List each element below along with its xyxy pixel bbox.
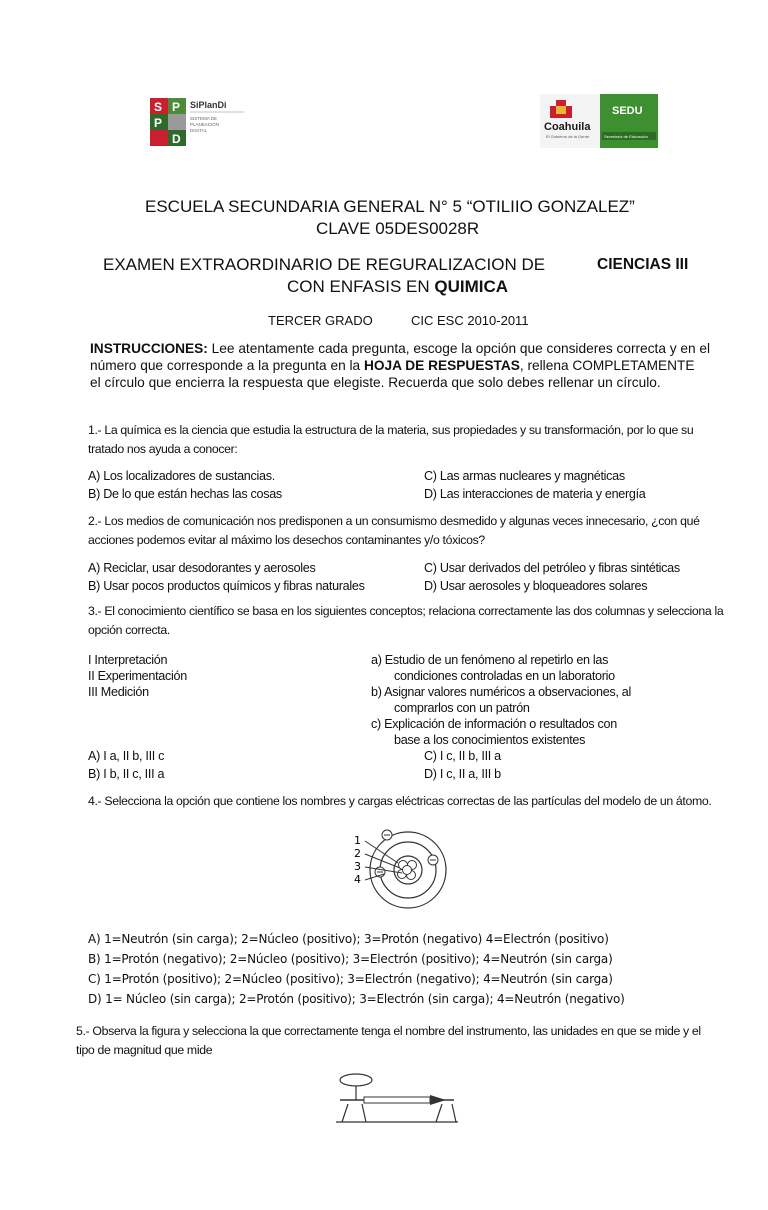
balance-instrument-figure [334,1070,460,1137]
q4-option-b[interactable]: B) 1=Protón (negativo); 2=Núcleo (positivo); 3=Electrón (positivo); 4=Neutrón (sin carga) [88,952,613,966]
q3-concept-3: III Medición [88,685,149,699]
q2-option-c[interactable]: C) Usar derivados del petróleo y fibras sintéticas [424,561,680,575]
q1-option-d[interactable]: D) Las interacciones de materia y energía [424,487,646,501]
atom-label-2: 2 [354,847,361,860]
instructions: INSTRUCCIONES: Lee atentamente cada pregunta, escoge la opción que consideres correcta y en el número que corresponde a la pregunta en la HOJA DE RESPUESTAS, rellena COMPLETAMENTE el círculo que encierra la respuesta que elegiste. Recuerda que solo debes rellenar un círculo. [90,341,711,390]
q5-text-line2: tipo de magnitud que mide [76,1043,213,1057]
svg-text:S: S [154,100,163,114]
q4-option-d[interactable]: D) 1= Núcleo (sin carga); 2=Protón (positivo); 3=Electrón (sin carga); 4=Neutrón (negativo) [88,992,625,1006]
school-clave: CLAVE 05DES0028R [316,219,480,238]
q3-concept-1: I Interpretación [88,653,168,667]
svg-text:P: P [172,100,181,114]
q3-text-line1: 3.- El conocimiento científico se basa en los siguientes conceptos; relaciona correctamente las dos columnas y selecciona la [88,604,724,618]
q4-option-c[interactable]: C) 1=Protón (positivo); 2=Núcleo (positivo); 3=Electrón (negativo); 4=Neutrón (sin carga) [88,972,613,986]
atom-label-4: 4 [354,873,361,886]
q3-def-a-line1: a) Estudio de un fenómeno al repetirlo en las [371,653,609,667]
siplandi-logo [148,92,248,162]
q2-option-d[interactable]: D) Usar aerosoles y bloqueadores solares [424,579,648,593]
q3-def-c-line1: c) Explicación de información o resultados con [371,717,617,731]
grade-label: TERCER GRADO [268,313,373,328]
atom-label-3: 3 [354,860,361,873]
q2-text-line2: acciones podemos evitar al máximo los desechos contaminantes y/o tóxicos? [88,533,485,547]
q1-option-c[interactable]: C) Las armas nucleares y magnéticas [424,469,625,483]
q2-text-line1: 2.- Los medios de comunicación nos predisponen a un consumismo desmedido y algunas veces innecesario, ¿con qué [88,514,700,528]
q3-option-d[interactable]: D) I c, II a, III b [424,767,501,781]
q3-text-line2: opción correcta. [88,623,170,637]
q1-option-b[interactable]: B) De lo que están hechas las cosas [88,487,282,501]
q3-def-b-line1: b) Asignar valores numéricos a observaciones, al [371,685,632,699]
svg-text:SiPlanDi: SiPlanDi [190,100,227,110]
svg-text:D: D [172,132,181,146]
q3-def-c-line2: base a los conocimientos existentes [394,733,586,747]
q2-option-a[interactable]: A) Reciclar, usar desodorantes y aerosoles [88,561,316,575]
school-name: ESCUELA SECUNDARIA GENERAL N° 5 “OTILIIO GONZALEZ” [145,197,635,216]
svg-text:PLANEACIÓN: PLANEACIÓN [190,122,220,127]
svg-text:P: P [154,116,163,130]
coahuila-sedu-logo [540,92,658,150]
exam-title-line2: CON ENFASIS EN QUIMICA [287,277,509,296]
q2-option-b[interactable]: B) Usar pocos productos químicos y fibras naturales [88,579,365,593]
exam-title-line1: EXAMEN EXTRAORDINARIO DE REGURALIZACION DE [103,255,546,274]
q3-option-b[interactable]: B) I b, II c, III a [88,767,165,781]
q3-option-a[interactable]: A) I a, II b, III c [88,749,165,763]
q3-def-a-line2: condiciones controladas en un laboratorio [394,669,615,683]
q1-text-line1: 1.- La química es la ciencia que estudia la estructura de la materia, sus propiedades y su transformación, por lo que su [88,423,694,437]
q3-def-b-line2: comprarlos con un patrón [394,701,530,715]
svg-text:Coahuila: Coahuila [544,121,591,133]
q3-concept-2: II Experimentación [88,669,187,683]
q4-option-a[interactable]: A) 1=Neutrón (sin carga); 2=Núcleo (positivo); 3=Protón (negativo) 4=Electrón (positivo) [88,932,609,946]
svg-text:SEDU: SEDU [612,105,643,117]
q3-option-c[interactable]: C) I c, II b, III a [424,749,501,763]
q1-text-line2: tratado nos ayuda a conocer: [88,442,238,456]
svg-text:Secretaría de Educación: Secretaría de Educación [604,134,648,139]
q1-option-a[interactable]: A) Los localizadores de sustancias. [88,469,275,483]
q5-text-line1: 5.- Observa la figura y selecciona la que correctamente tenga el nombre del instrumento, las unidades en que se mide y el [76,1024,701,1038]
school-cycle: CIC ESC 2010-2011 [411,313,529,328]
svg-text:SISTEMA DE: SISTEMA DE [190,116,218,121]
atom-label-1: 1 [354,834,361,847]
svg-text:El Gobierno de la Gente: El Gobierno de la Gente [546,134,589,139]
subject-label: CIENCIAS III [597,256,689,273]
q4-text-line1: 4.- Selecciona la opción que contiene los nombres y cargas eléctricas correctas de las partículas del modelo de un átomo. [88,794,712,808]
atom-model-figure [340,827,460,914]
svg-text:DIGITAL: DIGITAL [190,128,208,133]
